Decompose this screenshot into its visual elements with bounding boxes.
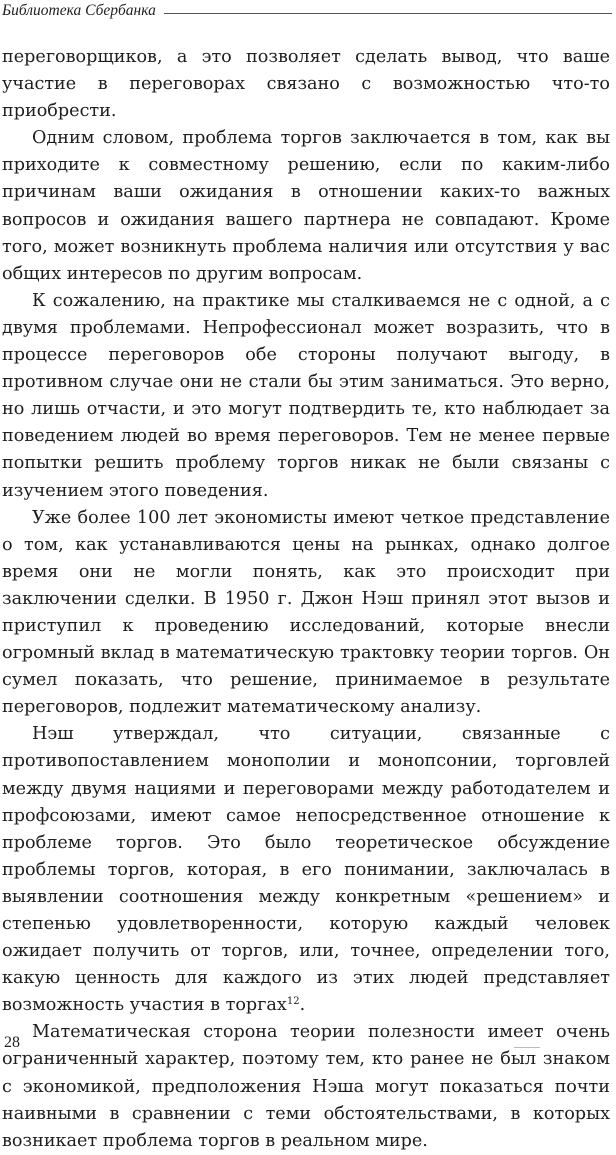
- paragraph: [2, 1019, 610, 1154]
- footnote-reference[interactable]: 12: [286, 996, 300, 1008]
- running-head-rule: [164, 13, 612, 14]
- running-head-title: Библиотека Сбербанка: [2, 2, 156, 20]
- paragraph-text: Математическая сторона теории полезности имеет очень ограниченный характер, поэтому тем, кто ранее не был знаком с экономикой, предположения Нэша могут показаться почти наивными в сравнении с теми обстоятельствами, в которых возникает проблема торгов в реальном мире.: [2, 1022, 610, 1151]
- paragraph-text: Нэш утверждал, что ситуации, связанные с противопоставлением монополии и монопсонии, торговлей между двумя нациями и переговорами между работодателем и профсоюзами, имеют самое непосредственное отношение к проблеме торгов. Это было теоретическое обсуждение проблемы торгов, которая, в его понимании, заключалась в выявлении соотношения между конкретным «решением» и степенью удовлетворенности, которую каждый человек ожидает получить от торгов, или, точнее, определении того, какую ценность для каждого из этих людей представляет возможность участия в торгах: [2, 724, 610, 1016]
- paragraph-text: Одним словом, проблема торгов заключается в том, как вы приходите к совместному решению, если по каким-либо причинам ваши ожидания в отношении каких-то важных вопросов и ожидания вашего партнера не совпадают. Кроме того, может возникнуть проблема наличия или отсутствия у вас общих интересов по другим вопросам.: [2, 128, 610, 284]
- running-head: [2, 0, 612, 22]
- page-number: 28: [4, 1034, 20, 1051]
- paragraph: [2, 288, 610, 505]
- footer-rule: [514, 1047, 540, 1048]
- paragraph-text: Уже более 100 лет экономисты имеют четкое представление о том, как устанавливаются цены на рынках, однако долгое время они не могли понять, как это происходит при заключении сделки. В 1950 г. Джон Нэш принял этот вызов и приступил к проведению исследований, которые внесли огромный вклад в математическую трактовку теории торгов. Он сумел показать, что решение, принимаемое в результате переговоров, подлежит математическому анализу.: [2, 507, 610, 718]
- paragraph: [2, 505, 610, 722]
- paragraph: Нэш утверждал, что ситуации, связанные с противопоставлением монополии и монопсонии, торговлей между двумя нациями и переговорами между работодателем и профсоюзами, имеют самое непосредственное отношение к проблеме торгов. Это было теоретическое обсуждение проблемы торгов, которая, в его понимании, заключалась в выявлении соотношения между конкретным «решением» и степенью удовлетворенности, которую каждый человек ожидает получить от торгов, или, точнее, определении того, какую ценность для каждого из этих людей представляет возможность участия в торгах$^{12}$.: [2, 724, 610, 1016]
- body-text: [2, 44, 610, 1155]
- paragraph-text: переговорщиков, а это позволяет сделать вывод, что ваше участие в переговорах связано с возможностью что-то приобрести.: [2, 47, 610, 122]
- paragraph: [2, 125, 610, 288]
- paragraph-continued: [2, 44, 610, 125]
- paragraph-text: К сожалению, на практике мы сталкиваемся не с одной, а с двумя проблемами. Непрофессионал может возразить, что в процессе переговоров обе стороны получают выгоду, в противном случае они не стали бы этим заниматься. Это верно, но лишь отчасти, и это могут подтвердить те, кто наблюдает за поведением людей во время переговоров. Тем не менее первые попытки решить проблему торгов никак не были связаны с изучением этого поведения.: [2, 290, 610, 501]
